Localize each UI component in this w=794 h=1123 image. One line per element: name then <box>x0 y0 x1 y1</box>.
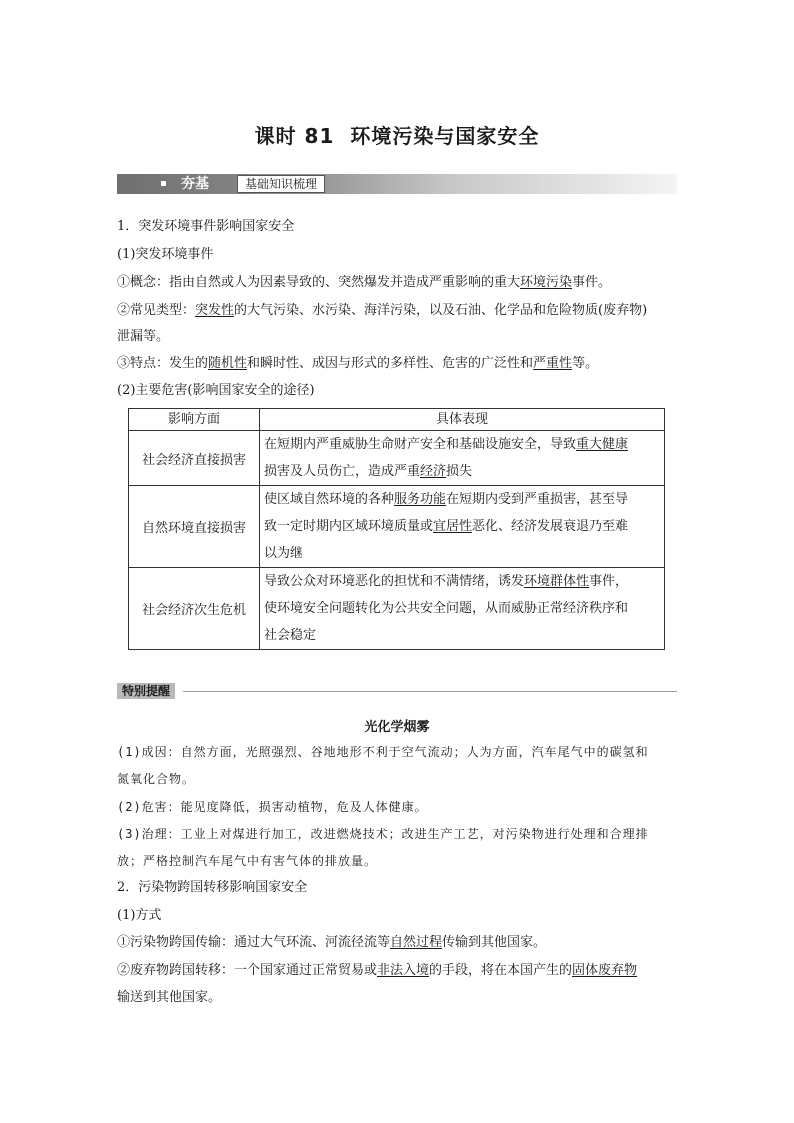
answer-blank: 经济 <box>420 464 447 479</box>
banner-sub-label: 基础知识梳理 <box>237 175 325 193</box>
section-1-sub-1: (1)突发环境事件 <box>117 247 214 262</box>
features-line: ③特点：发生的随机性和瞬时性、成因与形式的多样性、危害的广泛性和严重性等。 <box>117 356 599 371</box>
answer-blank: 宜居性 <box>433 519 473 534</box>
bullet-square-icon <box>161 181 166 186</box>
lesson-number: 课时 81 <box>254 124 335 148</box>
table-header-detail: 具体表现 <box>260 409 665 431</box>
tip-line: 放；严格控制汽车尾气中有害气体的排放量。 <box>117 854 378 868</box>
banner-main-label: 夯基 <box>181 176 209 192</box>
section-1-heading: 1．突发环境事件影响国家安全 <box>117 219 295 234</box>
answer-blank: 固体废弃物 <box>572 963 638 978</box>
table-cell-detail: 导致公众对环境恶化的担忧和不满情绪，诱发环境群体性事件， 使环境安全问题转化为公共安全问题，从而威胁正常经济秩序和 社会稳定 <box>260 568 665 650</box>
section-1-sub-2: (2)主要危害(影响国家安全的途径) <box>117 383 315 398</box>
section-2-heading: 2．污染物跨国转移影响国家安全 <box>117 880 308 895</box>
transfer-line: ②废弃物跨国转移：一个国家通过正常贸易或非法入境的手段，将在本国产生的固体废弃物 <box>117 963 638 978</box>
answer-blank: 重大健康 <box>576 437 629 452</box>
table-header-aspect: 影响方面 <box>129 409 260 431</box>
types-line-cont: 泄漏等。 <box>117 329 170 344</box>
table-cell-aspect: 社会经济次生危机 <box>129 568 260 650</box>
table-cell-aspect: 社会经济直接损害 <box>129 431 260 486</box>
answer-blank: 自然过程 <box>390 935 443 950</box>
answer-blank: 随机性 <box>208 356 248 371</box>
transfer-line-cont: 输送到其他国家。 <box>117 990 222 1005</box>
answer-blank: 严重性 <box>533 356 573 371</box>
special-tip-label: 特别提醒 <box>117 683 175 699</box>
answer-blank: 环境群体性 <box>524 574 590 589</box>
tip-divider <box>183 691 677 692</box>
table-row <box>129 568 665 650</box>
table-header-row <box>129 409 665 431</box>
transport-line: ①污染物跨国传输：通过大气环流、河流径流等自然过程传输到其他国家。 <box>117 935 547 950</box>
answer-blank: 突发性 <box>195 303 235 318</box>
page-title <box>117 120 677 149</box>
table-row <box>129 431 665 486</box>
table-cell-detail: 在短期内严重威胁生命财产安全和基础设施安全，导致重大健康 损害及人员伤亡，造成严重经济损失 <box>260 431 665 486</box>
tip-line: (3)治理：工业上对煤进行加工，改进燃烧技术；改进生产工艺，对污染物进行处理和合理排 <box>117 827 649 841</box>
tip-line: 氮氧化合物。 <box>117 772 196 786</box>
answer-blank: 环境污染 <box>520 275 573 290</box>
tip-line: (2)危害：能见度降低，损害动植物，危及人体健康。 <box>117 800 428 814</box>
table-cell-detail: 使区域自然环境的各种服务功能在短期内受到严重损害，甚至导 致一定时期内区域环境质量或宜居性恶化、经济发展衰退乃至难 以为继 <box>260 486 665 568</box>
tip-line: (1)成因：自然方面，光照强烈、谷地地形不利于空气流动；人为方面，汽车尾气中的碳氢和 <box>117 745 649 759</box>
table-cell-aspect: 自然环境直接损害 <box>129 486 260 568</box>
types-line: ②常见类型：突发性的大气污染、水污染、海洋污染，以及石油、化学品和危险物质(废弃物) <box>117 303 648 318</box>
tip-subtitle: 光化学烟雾 <box>364 720 430 735</box>
concept-line: ①概念：指由自然或人为因素导致的、突然爆发并造成严重影响的重大环境污染事件。 <box>117 275 612 290</box>
answer-blank: 服务功能 <box>394 492 447 507</box>
section-banner <box>117 174 677 194</box>
answer-blank: 非法入境 <box>377 963 430 978</box>
lesson-topic: 环境污染与国家安全 <box>350 124 540 148</box>
hazards-table <box>128 408 665 650</box>
section-2-sub-1: (1)方式 <box>117 908 162 923</box>
table-row <box>129 486 665 568</box>
